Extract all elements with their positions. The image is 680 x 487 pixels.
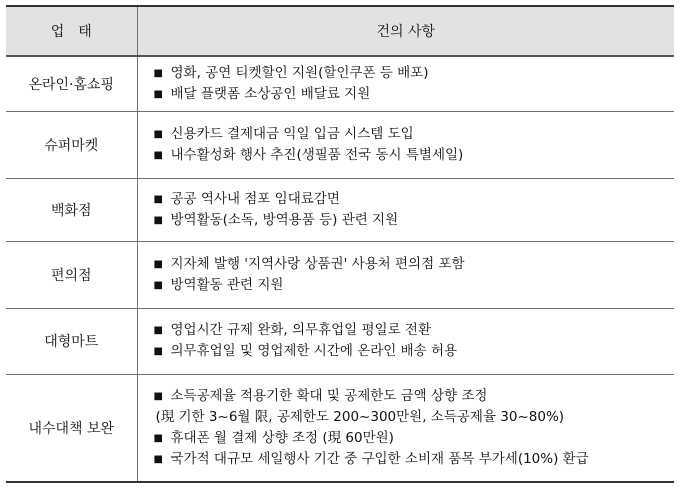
category-cell: 편의점 — [6, 241, 137, 308]
list-item — [154, 63, 675, 84]
list-item — [154, 210, 675, 231]
bullet-icon: ■ — [153, 128, 163, 140]
list-item-text: 방역활동(소독, 방역용품 등) 관련 지원 — [170, 211, 399, 228]
list-item — [154, 341, 675, 362]
list-item-text: 국가적 대규모 세일행사 기간 중 구입한 소비재 품목 부가세(10%) 환급 — [170, 450, 589, 467]
bullet-icon: ■ — [153, 67, 163, 79]
bullet-icon: ■ — [153, 214, 163, 226]
suggestions-table — [6, 5, 674, 483]
table-row-hypermarket — [6, 308, 674, 374]
list-item — [154, 124, 675, 145]
suggestions-table-container — [6, 5, 674, 483]
list-item-text: 휴대폰 월 결제 상향 조정 (現 60만원) — [170, 429, 394, 446]
list-item-text: 내수활성화 행사 추진(생필품 전국 동시 특별세일) — [170, 146, 464, 163]
items-cell — [137, 56, 674, 111]
category-cell: 대형마트 — [6, 308, 137, 374]
bullet-icon: ■ — [153, 390, 163, 402]
list-item — [154, 254, 675, 275]
list-item — [154, 84, 675, 105]
category-cell: 백화점 — [6, 178, 137, 241]
list-item — [154, 145, 675, 166]
table-row-department-store — [6, 178, 674, 241]
items-cell — [137, 241, 674, 308]
table-row-online-homeshopping — [6, 56, 674, 111]
items-cell — [137, 111, 674, 178]
list-item — [154, 428, 675, 449]
list-item-subnote: (現 기한 3~6월 限, 공제한도 200~300만원, 소득공제율 30~80%) — [155, 408, 565, 425]
category-cell: 내수대책 보완 — [6, 374, 137, 482]
bullet-icon: ■ — [153, 149, 163, 161]
list-item-text: 영화, 공연 티켓할인 지원(할인쿠폰 등 배포) — [170, 64, 429, 81]
items-cell — [137, 178, 674, 241]
table-row-supermarket — [6, 111, 674, 178]
category-cell: 온라인·홈쇼핑 — [6, 56, 137, 111]
category-cell: 슈퍼마켓 — [6, 111, 137, 178]
list-item-text: 영업시간 규제 완화, 의무휴업일 평일로 전환 — [170, 322, 431, 338]
list-item-text: 신용카드 결제대금 익일 입금 시스템 도입 — [170, 125, 414, 142]
items-cell — [137, 308, 674, 374]
list-item — [154, 386, 675, 407]
list-item — [154, 189, 675, 210]
bullet-icon: ■ — [153, 279, 163, 291]
list-item-text: 공공 역사내 점포 임대료감면 — [170, 190, 340, 207]
bullet-icon: ■ — [153, 193, 163, 205]
table-row-convenience-store — [6, 241, 674, 308]
bullet-icon: ■ — [153, 432, 163, 444]
list-item-text: 지자체 발행 '지역사랑 상품권' 사용처 편의점 포함 — [170, 255, 465, 272]
list-item-text: 의무휴업일 및 영업제한 시간에 온라인 배송 허용 — [170, 343, 458, 359]
list-item-text: 소득공제율 적용기한 확대 및 공제한도 금액 상향 조정 — [170, 387, 488, 404]
bullet-icon: ■ — [153, 88, 163, 100]
list-item-text: 방역활동 관련 지원 — [170, 276, 284, 293]
list-item — [154, 320, 675, 341]
bullet-icon: ■ — [153, 346, 163, 357]
items-cell — [137, 374, 674, 482]
header-suggestions: 건의 사항 — [137, 6, 674, 56]
bullet-icon: ■ — [153, 325, 163, 336]
table-row-domestic-demand — [6, 374, 674, 482]
bullet-icon: ■ — [153, 258, 163, 270]
bullet-icon: ■ — [153, 453, 163, 465]
header-industry: 업태 — [6, 6, 137, 56]
list-item — [154, 449, 675, 470]
list-item-text: 배달 플랫폼 소상공인 배달료 지원 — [170, 85, 371, 102]
table-header-row — [6, 6, 674, 56]
list-item — [154, 275, 675, 296]
